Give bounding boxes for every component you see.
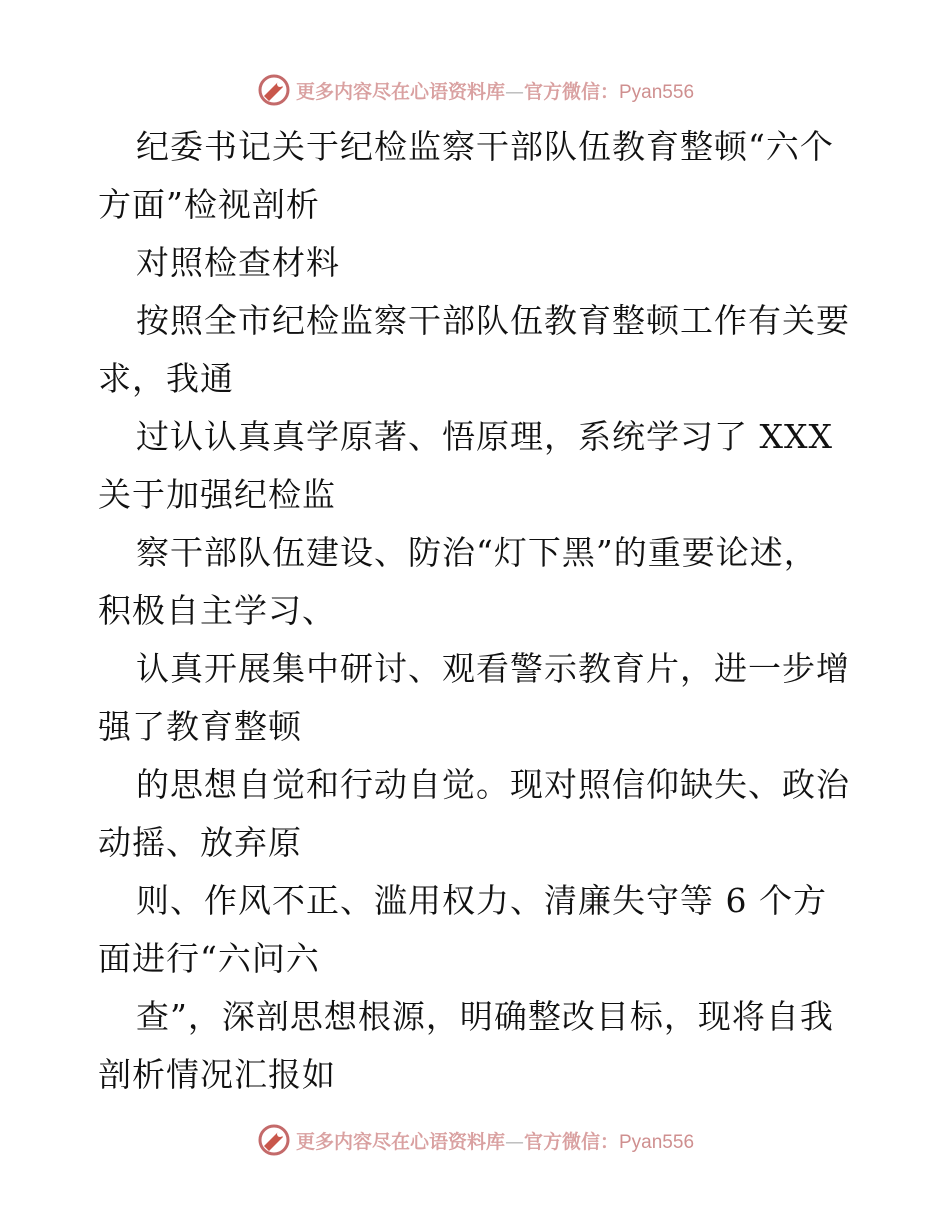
watermark-text xyxy=(296,77,694,104)
doc-line: 过认认真真学原著、悟原理，系统学习了 XXX xyxy=(136,417,833,456)
doc-line: 积极自主学习、 xyxy=(98,591,336,630)
watermark-brand: 更多内容尽在心语资料库 xyxy=(295,1130,505,1153)
doc-line: 强了教育整顿 xyxy=(98,707,302,746)
document-body xyxy=(98,118,858,1104)
logo-icon xyxy=(256,72,292,108)
watermark-id: Pyan556 xyxy=(619,81,695,103)
watermark-id: Pyan556 xyxy=(619,1131,695,1153)
watermark-label: 官方微信： xyxy=(523,80,619,103)
doc-line: 关于加强纪检监 xyxy=(98,475,336,514)
doc-line: 求，我通 xyxy=(98,359,234,398)
doc-line: 则、作风不正、滥用权力、清廉失守等 6 个方 xyxy=(136,881,827,920)
doc-line: 对照检查材料 xyxy=(136,243,340,282)
logo-icon xyxy=(256,1122,292,1158)
doc-line: 方面”检视剖析 xyxy=(98,185,320,224)
doc-line: 查”，深剖思想根源，明确整改目标，现将自我 xyxy=(136,997,834,1036)
doc-line: 纪委书记关于纪检监察干部队伍教育整顿“六个 xyxy=(136,127,834,166)
watermark-label: 官方微信： xyxy=(523,1130,619,1153)
doc-line: 察干部队伍建设、防治“灯下黑”的重要论述， xyxy=(136,533,818,572)
doc-line: 剖析情况汇报如 xyxy=(98,1055,336,1094)
doc-line: 按照全市纪检监察干部队伍教育整顿工作有关要 xyxy=(136,301,850,340)
doc-line: 动摇、放弃原 xyxy=(98,823,302,862)
watermark-separator: — xyxy=(504,80,524,103)
doc-line: 认真开展集中研讨、观看警示教育片，进一步增 xyxy=(136,649,850,688)
watermark-separator: — xyxy=(504,1130,524,1153)
doc-line: 面进行“六问六 xyxy=(98,939,320,978)
watermark-text xyxy=(296,1127,694,1154)
watermark-brand: 更多内容尽在心语资料库 xyxy=(295,80,505,103)
doc-line: 的思想自觉和行动自觉。现对照信仰缺失、政治 xyxy=(136,765,850,804)
header-watermark xyxy=(0,70,950,110)
footer-watermark xyxy=(0,1120,950,1160)
